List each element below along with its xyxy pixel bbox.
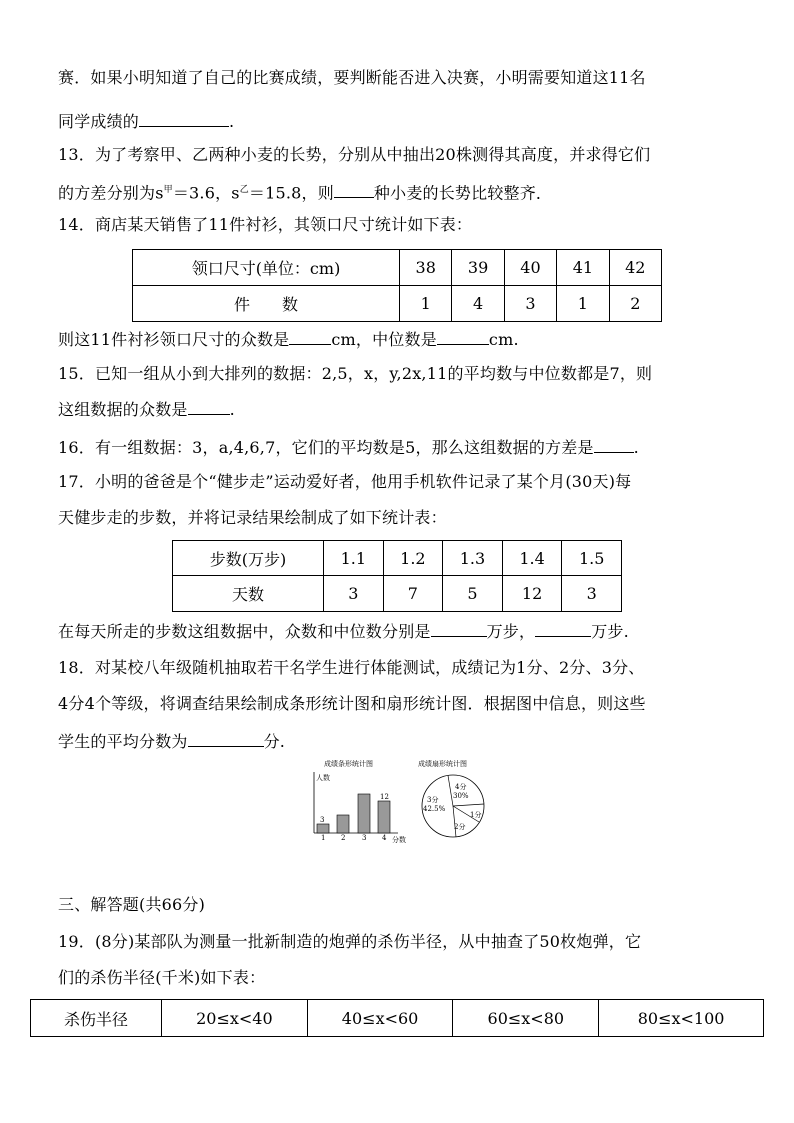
- table-cell: 60≤x<80: [453, 1000, 599, 1037]
- text-line-17: 们的杀伤半径(千米)如下表：: [58, 968, 266, 987]
- text-line-4: [58, 180, 552, 203]
- table-cell: 5: [443, 576, 503, 612]
- bar-value-label: 12: [380, 793, 389, 801]
- pie-chart: [416, 758, 496, 838]
- table-cell: 20≤x<40: [162, 1000, 308, 1037]
- steps-table: [172, 540, 622, 612]
- table-row: [173, 576, 622, 612]
- table-cell: 80≤x<100: [599, 1000, 764, 1037]
- collar-size-table: [132, 249, 662, 322]
- table-row: [31, 1000, 764, 1037]
- question-19: 19．(8分)某部队为测量一批新制造的炮弹的杀伤半径，从中抽查了50枚炮弹，它: [58, 932, 642, 951]
- table-cell: 1.2: [383, 541, 443, 576]
- answer-blank-12[interactable]: [139, 110, 229, 127]
- table-cell: 1: [557, 286, 609, 322]
- table-cell: 41: [557, 250, 609, 286]
- x-tick-label: 2: [341, 834, 346, 842]
- table-cell: 2: [609, 286, 661, 322]
- table-row: [133, 250, 662, 286]
- text-line-12: [58, 620, 629, 642]
- question-14: 14．商店某天销售了11件衬衫，其领口尺寸统计如下表：: [58, 215, 473, 234]
- section-three-heading: 三、解答题(共66分): [58, 895, 206, 914]
- table-cell: 件 数: [133, 286, 400, 322]
- l12a: 在每天所走的步数这组数据中，众数和中位数分别是: [58, 622, 431, 641]
- table-cell: 3: [504, 286, 556, 322]
- table-cell: 3: [562, 576, 622, 612]
- l2-end: .: [229, 112, 235, 131]
- text-line-11: 天健步走的步数，并将记录结果绘制成了如下统计表：: [58, 508, 447, 527]
- x-axis-label: 分数: [392, 836, 406, 844]
- l4d: 种小麦的长势比较整齐．: [373, 183, 553, 203]
- table-cell: 1.1: [324, 541, 384, 576]
- answer-blank-16[interactable]: [594, 436, 634, 453]
- table-cell: 3: [324, 576, 384, 612]
- text-line-14: 4分4个等级，将调查结果绘制成条形统计图和扇形统计图．根据图中信息，则这些: [58, 694, 646, 713]
- bar-4: [378, 801, 390, 833]
- l6b: cm，中位数是: [331, 330, 437, 349]
- answer-blank-17a[interactable]: [431, 620, 487, 637]
- l4-sup-jia: 甲: [163, 185, 173, 195]
- text-line-2: [58, 110, 234, 132]
- table-cell: 4: [452, 286, 504, 322]
- l4c: ＝15.8，则: [248, 183, 334, 203]
- answer-blank-13[interactable]: [334, 181, 374, 198]
- pie-slice-label: 4分: [455, 783, 467, 791]
- l15b: 分.: [263, 732, 286, 751]
- table-cell: 40: [504, 250, 556, 286]
- kill-radius-table: [30, 999, 764, 1037]
- table-cell: 杀伤半径: [31, 1000, 162, 1037]
- l6a: 则这11件衬衫领口尺寸的众数是: [58, 330, 290, 349]
- table-cell: 42: [609, 250, 661, 286]
- table-cell: 40≤x<60: [307, 1000, 453, 1037]
- table-row: [173, 541, 622, 576]
- table-row: [133, 286, 662, 322]
- table-cell: 步数(万步): [173, 541, 324, 576]
- l9b: .: [633, 438, 639, 457]
- text-line-8: [58, 398, 235, 420]
- l4a: 的方差分别为s: [58, 183, 164, 203]
- x-tick-label: 4: [382, 834, 387, 842]
- pie-slice-label: 3分: [427, 796, 439, 804]
- bar-chart: [306, 758, 416, 848]
- question-16: [58, 436, 639, 458]
- table-cell: 天数: [173, 576, 324, 612]
- bar-1: [317, 824, 329, 833]
- bar-chart-title: 成绩条形统计图: [324, 760, 373, 768]
- bar-2: [337, 815, 349, 833]
- l8a: 这组数据的众数是: [58, 400, 188, 419]
- l12c: 万步.: [591, 622, 629, 641]
- question-17: 17．小明的爸爸是个“健步走”运动爱好者，他用手机软件记录了某个月(30天)每: [58, 472, 632, 491]
- l8b: .: [229, 400, 235, 419]
- l4-sup-yi: 乙: [239, 185, 249, 195]
- question-13: 13．为了考察甲、乙两种小麦的长势，分别从中抽出20株测得其高度，并求得它们: [58, 145, 651, 164]
- answer-blank-15[interactable]: [188, 398, 230, 415]
- x-tick-label: 3: [362, 834, 367, 842]
- table-cell: 1: [400, 286, 452, 322]
- table-cell: 12: [502, 576, 562, 612]
- y-axis-label: 人数: [316, 774, 330, 782]
- text-line-6: [58, 328, 519, 350]
- x-tick-label: 1: [321, 834, 326, 842]
- pie-slice-label: 2分: [454, 823, 466, 831]
- table-cell: 1.5: [562, 541, 622, 576]
- table-cell: 7: [383, 576, 443, 612]
- l4b: ＝3.6，s: [172, 183, 240, 203]
- bar-value-label: 3: [320, 816, 325, 824]
- table-cell: 领口尺寸(单位：cm): [133, 250, 400, 286]
- table-cell: 39: [452, 250, 504, 286]
- pie-slice-percent: 42.5%: [423, 805, 446, 813]
- pie-slice-percent: 30%: [453, 792, 469, 800]
- table-cell: 1.3: [443, 541, 503, 576]
- table-cell: 1.4: [502, 541, 562, 576]
- answer-blank-17b[interactable]: [535, 620, 591, 637]
- answer-blank-18[interactable]: [188, 730, 264, 747]
- answer-blank-14b[interactable]: [437, 328, 489, 345]
- l6c: cm.: [488, 330, 519, 349]
- text-line-15: [58, 730, 285, 752]
- question-18: 18．对某校八年级随机抽取若干名学生进行体能测试，成绩记为1分、2分、3分、: [58, 658, 645, 677]
- l15a: 学生的平均分数为: [58, 732, 188, 751]
- table-cell: 38: [400, 250, 452, 286]
- answer-blank-14a[interactable]: [289, 328, 331, 345]
- pie-slice-label: 1分: [470, 811, 482, 819]
- l12b: 万步，: [486, 622, 536, 641]
- l2-text: 同学成绩的: [58, 112, 140, 131]
- pie-chart-title: 成绩扇形统计图: [418, 760, 467, 768]
- l9a: 16．有一组数据：3，a,4,6,7，它们的平均数是5，那么这组数据的方差是: [58, 438, 594, 457]
- text-line-1: 赛．如果小明知道了自己的比赛成绩，要判断能否进入决赛，小明需要知道这11名: [58, 68, 646, 87]
- bar-3: [358, 794, 370, 833]
- question-15: 15．已知一组从小到大排列的数据：2,5，x，y,2x,11的平均数与中位数都是7，则: [58, 364, 653, 383]
